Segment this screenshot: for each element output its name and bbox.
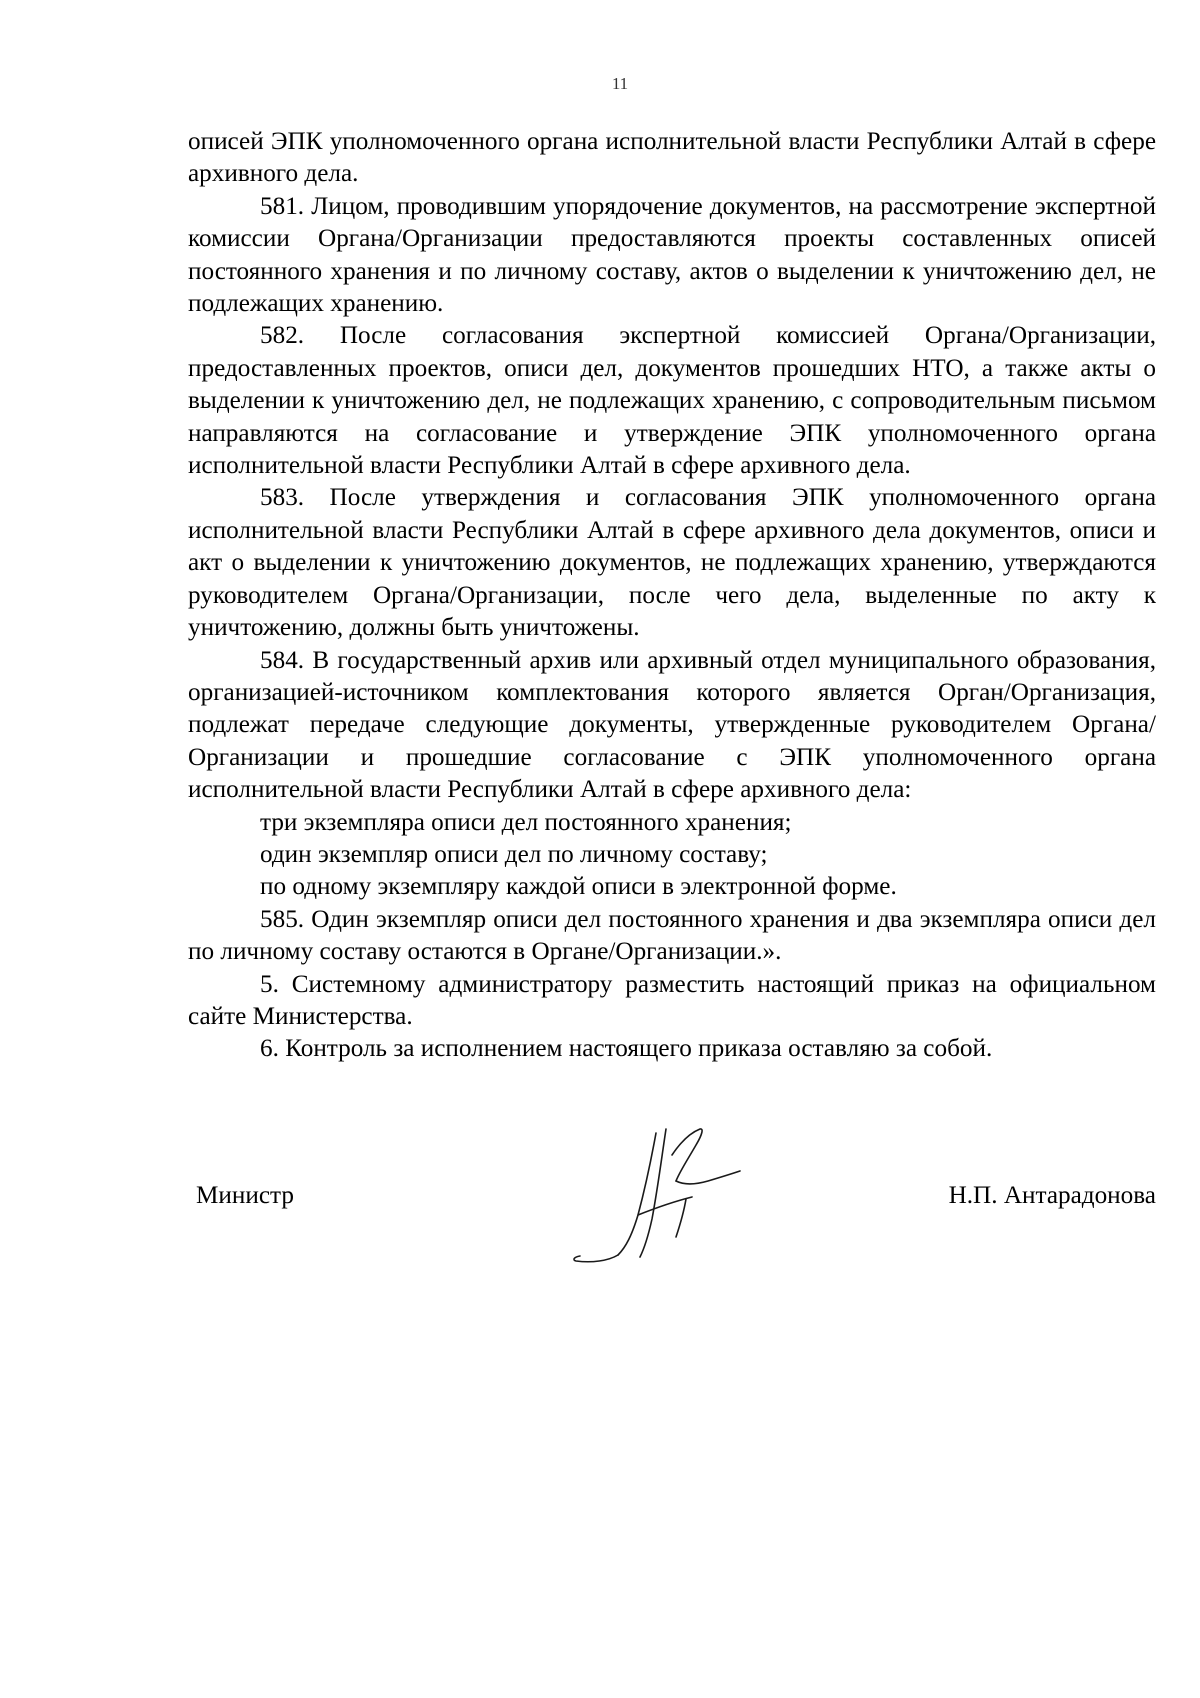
paragraph-583: 583. После утверждения и согласования ЭПК уполномоченного органа исполнительной власти Республики Алтай в сфере архивного дела документов, описи и акт о выделении к уничтожению документов, не подлежащих хранению, утверждаются руководителем Органа/Организации, после чего дела, выделенные по акту к уничтожению, должны быть уничтожены. xyxy=(188,484,1156,642)
paragraph-582: 582. После согласования экспертной комиссией Органа/Организации, предоставленных проектов, описи дел, документов прошедших НТО, а также акты о выделении к уничтожению дел, не подлежащих хранению, с сопроводительным письмом направляются на согласование и утверждение ЭПК уполномоченного органа исполнительной власти Республики Алтай в сфере архивного дела. xyxy=(188,322,1156,480)
paragraph-item-6: 6. Контроль за исполнением настоящего приказа оставляю за собой. xyxy=(260,1035,993,1063)
signatory-name: Н.П. Антарадонова xyxy=(948,1182,1156,1209)
handwritten-signature xyxy=(568,1115,748,1270)
signature-block xyxy=(188,1155,1156,1275)
document-body xyxy=(188,126,1156,1066)
paragraph-585: 585. Один экземпляр описи дел постоянного хранения и два экземпляра описи дел по личному составу остаются в Органе/Организации.». xyxy=(188,905,1156,966)
paragraph-continuation: описей ЭПК уполномоченного органа исполнительной власти Республики Алтай в сфере архивного дела. xyxy=(188,128,1156,188)
list-item: три экземпляра описи дел постоянного хранения; xyxy=(260,808,792,836)
list-item: по одному экземпляру каждой описи в электронной форме. xyxy=(260,873,897,901)
list-item: один экземпляр описи дел по личному составу; xyxy=(260,840,768,868)
paragraph-item-5: 5. Системному администратору разместить настоящий приказ на официальном сайте Министерства. xyxy=(188,970,1156,1030)
page-number: 11 xyxy=(611,74,629,93)
signatory-title: Министр xyxy=(196,1182,294,1209)
paragraph-584: 584. В государственный архив или архивный отдел муниципального образования, организацией-источником комплектования которого является Орган/Организация, подлежат передаче следующие документы, утвержденные руководителем Органа/Организации и прошедшие согласование с ЭПК уполномоченного органа исполнительной власти Республики Алтай в сфере архивного дела: xyxy=(188,646,1156,804)
paragraph-581: 581. Лицом, проводившим упорядочение документов, на рассмотрение экспертной комиссии Органа/Организации предоставляются проекты составленных описей постоянного хранения и по личному составу, актов о выделении к уничтожению дел, не подлежащих хранению. xyxy=(188,192,1156,318)
